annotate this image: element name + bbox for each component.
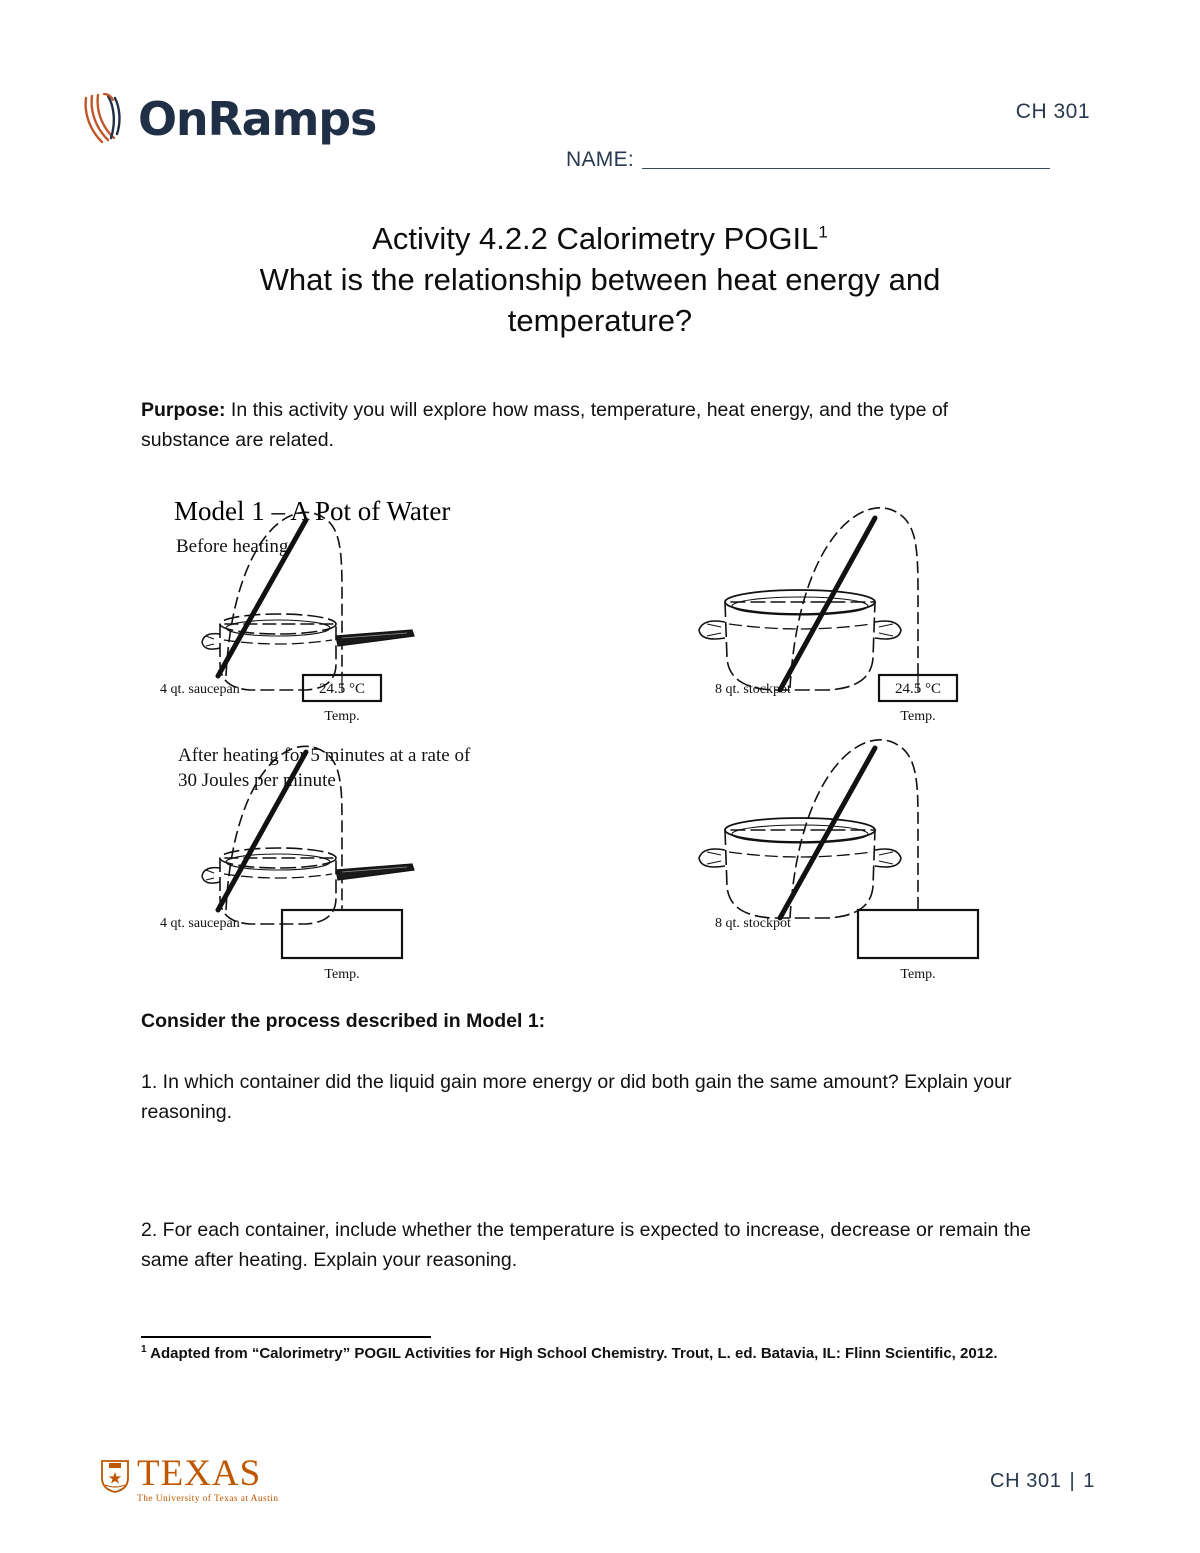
- consider-heading: Consider the process described in Model 1:: [141, 1010, 546, 1032]
- onramps-swoosh-icon: [78, 88, 134, 150]
- title-line-3: temperature?: [507, 303, 693, 339]
- onramps-wordmark: OnRamps: [138, 92, 377, 146]
- header-course-code: CH 301: [1015, 100, 1090, 123]
- name-label: NAME:: [566, 148, 635, 171]
- footnote-text: Adapted from “Calorimetry” POGIL Activities for High School Chemistry. Trout, L. ed. Batavia, IL: Flinn Scientific, 2012.: [146, 1345, 998, 1362]
- purpose-label: Purpose:: [141, 399, 226, 421]
- pot-group-after-stockpot: [699, 740, 978, 982]
- pot-group-after-saucepan: [160, 746, 414, 982]
- pot-label-before-saucepan: 4 qt. saucepan: [160, 682, 240, 697]
- footer-page-number: 1: [1083, 1470, 1095, 1492]
- question-1: 1. In which container did the liquid gain more energy or did both gain the same amount? Explain your reasoning.: [141, 1071, 1012, 1123]
- pot-group-before-stockpot: [699, 508, 957, 724]
- ut-tagline: The University of Texas at Austin: [137, 1494, 279, 1505]
- model-1-heading: Model 1 – A Pot of Water: [174, 496, 451, 526]
- ut-wordmark: TEXAS: [137, 1453, 262, 1494]
- temp-value-before-stockpot: 24.5 °C: [894, 681, 942, 697]
- pots-illustration: [140, 480, 1060, 1000]
- temp-box-after-saucepan: [282, 910, 402, 958]
- footnote-marker: 1: [141, 1344, 147, 1355]
- onramps-logo: [78, 88, 376, 150]
- footer-page-info: [990, 1470, 1095, 1493]
- temp-caption-before-saucepan: Temp.: [324, 709, 360, 724]
- footer-separator: |: [1069, 1470, 1076, 1492]
- pot-label-after-saucepan: 4 qt. saucepan: [160, 916, 240, 931]
- temp-box-after-stockpot: [858, 910, 978, 958]
- name-input-line[interactable]: [642, 168, 1050, 169]
- ut-austin-logo: [100, 1453, 279, 1505]
- purpose-text: In this activity you will explore how mass, temperature, heat energy, and the type of substance are related.: [141, 399, 949, 451]
- footnote-separator: [141, 1336, 431, 1338]
- before-heating-label: Before heating: [176, 536, 289, 557]
- purpose-paragraph: [141, 396, 1021, 455]
- footnote: [141, 1343, 1046, 1365]
- temp-caption-before-stockpot: Temp.: [900, 709, 936, 724]
- model-1-diagram: [140, 480, 1060, 1000]
- title-text-1: Activity 4.2.2 Calorimetry POGIL: [372, 221, 819, 256]
- title-footnote-marker: 1: [818, 222, 828, 242]
- temp-caption-after-stockpot: Temp.: [900, 967, 936, 982]
- title-line-1: [150, 218, 1050, 259]
- footer-course-code: CH 301: [990, 1470, 1062, 1492]
- ut-shield-icon: [100, 1458, 130, 1494]
- pot-label-after-stockpot: 8 qt. stockpot: [715, 916, 791, 931]
- name-field-row: [566, 148, 1050, 172]
- after-heating-label: After heating for 5 minutes at a rate of 30 Joules per minute: [178, 745, 471, 791]
- title-line-2: What is the relationship between heat energy and: [259, 262, 941, 298]
- pot-label-before-stockpot: 8 qt. stockpot: [715, 682, 791, 697]
- question-2: 2. For each container, include whether the temperature is expected to increase, decrease or remain the same after heating. Explain your reasoning.: [141, 1219, 1031, 1271]
- temp-value-before-saucepan: 24.5 °C: [318, 681, 366, 697]
- temp-caption-after-saucepan: Temp.: [324, 967, 360, 982]
- pot-group-before-saucepan: [160, 512, 414, 724]
- page-title: [150, 218, 1050, 342]
